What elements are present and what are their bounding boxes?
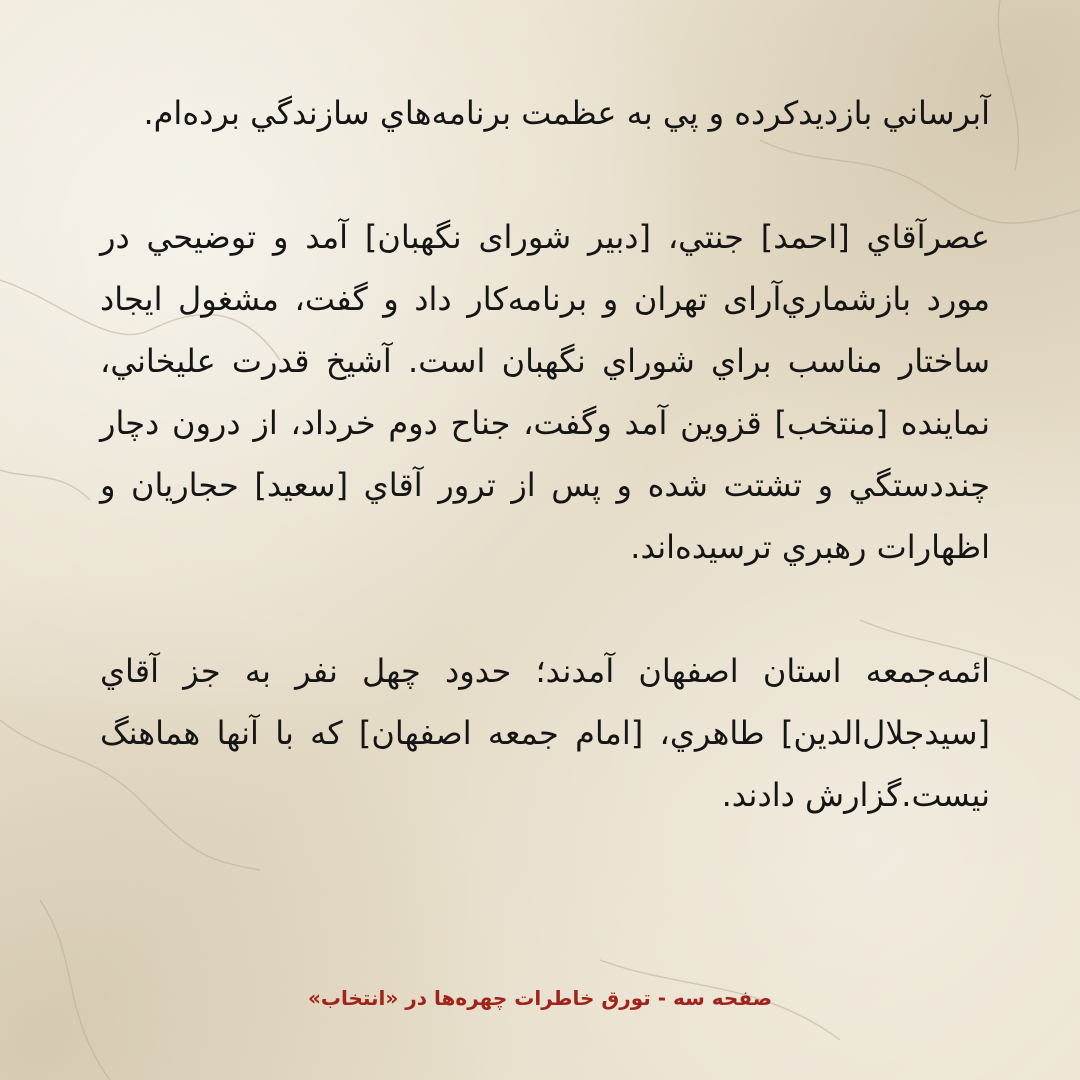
page-caption: صفحه سه - تورق خاطرات چهره‌ها در «انتخاب» <box>307 986 773 1010</box>
memoir-text <box>100 82 990 826</box>
paragraph-3: ائمه‌جمعه استان اصفهان آمدند؛ حدود چهل نفر به جز آقاي [سيدجلال‌الدين] طاهري، [امام جمعه اصفهان] كه با آنها هماهنگ نيست.گزارش دادند. <box>100 652 990 814</box>
paragraph-2: عصرآقاي [احمد] جنتي، [دبير شوراى نگهبان] آمد و توضيحي در مورد بازشماري‌آراى تهران و برنامه‌كار داد و گفت، مشغول ايجاد ساختار مناسب براي شوراي نگهبان است. آشيخ قدرت عليخاني، نماينده [منتخب] قزوين آمد وگفت، جناح دوم خرداد، از درون دچار چنددستگي و تشتت شده و پس از ترور آقاي [سعيد] حجاريان و اظهارات رهبري ترسيده‌اند. <box>100 218 990 566</box>
paragraph-1: آبرساني بازديدكرده و پي به عظمت برنامه‌هاي سازندگي برده‌ام. <box>143 94 990 132</box>
